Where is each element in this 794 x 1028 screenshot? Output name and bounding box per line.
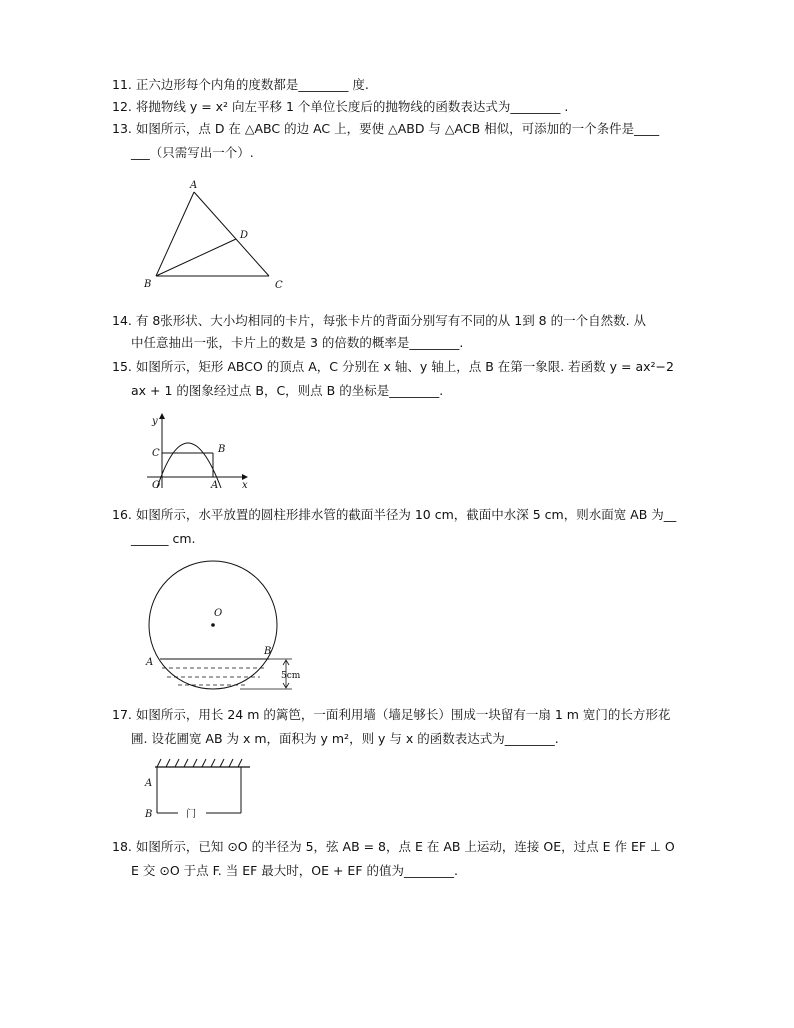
axis-x-label: x: [242, 480, 248, 491]
garden-figure: [140, 755, 255, 825]
question-14-line-1: 14. 有 8张形状、大小均相同的卡片，每张卡片的背面分别写有不同的从 1到 8 的一个自然数. 从: [112, 313, 647, 328]
label-O: O: [152, 480, 161, 491]
pipe-figure: [140, 555, 340, 700]
question-12-line-1: 12. 将抛物线 y = x² 向左平移 1 个单位长度后的抛物线的函数表达式为________ .: [112, 99, 569, 114]
label-B: B: [145, 809, 153, 820]
question-13-line-1: 13. 如图所示，点 D 在 △ABC 的边 AC 上，要使 △ABD 与 △ACB 相似，可添加的一个条件是____: [112, 121, 660, 136]
label-A: A: [211, 480, 219, 491]
label-A: A: [190, 180, 198, 191]
question-17-line-2: 圃. 设花圃宽 AB 为 x m，面积为 y m²，则 y 与 x 的函数表达式为________.: [131, 731, 559, 746]
question-16-line-2: ______ cm.: [131, 531, 196, 546]
label-B: B: [264, 646, 272, 657]
question-17-line-1: 17. 如图所示，用长 24 m 的篱笆，一面利用墙（墙足够长）围成一块留有一扇 1 m 宽门的长方形花: [112, 707, 671, 722]
question-18-line-1: 18. 如图所示，已知 ⊙O 的半径为 5，弦 AB = 8，点 E 在 AB 上运动，连接 OE，过点 E 作 EF ⊥ O: [112, 839, 675, 854]
question-15-line-2: ax + 1 的图象经过点 B，C，则点 B 的坐标是________.: [131, 383, 444, 398]
door-label: 门: [186, 809, 196, 820]
depth-label: 5cm: [281, 671, 301, 681]
question-15-line-1: 15. 如图所示，矩形 ABCO 的顶点 A，C 分别在 x 轴、y 轴上，点 B 在第一象限. 若函数 y = ax²−2: [112, 359, 674, 374]
label-D: D: [240, 230, 249, 241]
triangle-figure: [140, 175, 290, 295]
label-C: C: [152, 448, 160, 459]
label-B: B: [144, 279, 152, 290]
question-13-line-2: ___（只需写出一个）.: [131, 145, 254, 160]
question-16-line-1: 16. 如图所示，水平放置的圆柱形排水管的截面半径为 10 cm，截面中水深 5 cm，则水面宽 AB 为__: [112, 507, 677, 522]
axis-y-label: y: [152, 416, 158, 427]
question-11-line-1: 11. 正六边形每个内角的度数都是________ 度.: [112, 77, 369, 92]
label-A: A: [146, 657, 154, 668]
label-C: C: [275, 280, 283, 291]
question-18-line-2: E 交 ⊙O 于点 F. 当 EF 最大时，OE + EF 的值为________.: [131, 863, 458, 878]
label-B: B: [218, 444, 226, 455]
parabola-figure: [145, 410, 255, 492]
label-O: O: [214, 608, 223, 619]
label-A: A: [145, 778, 153, 789]
question-14-line-2: 中任意抽出一张，卡片上的数是 3 的倍数的概率是________.: [131, 335, 464, 350]
